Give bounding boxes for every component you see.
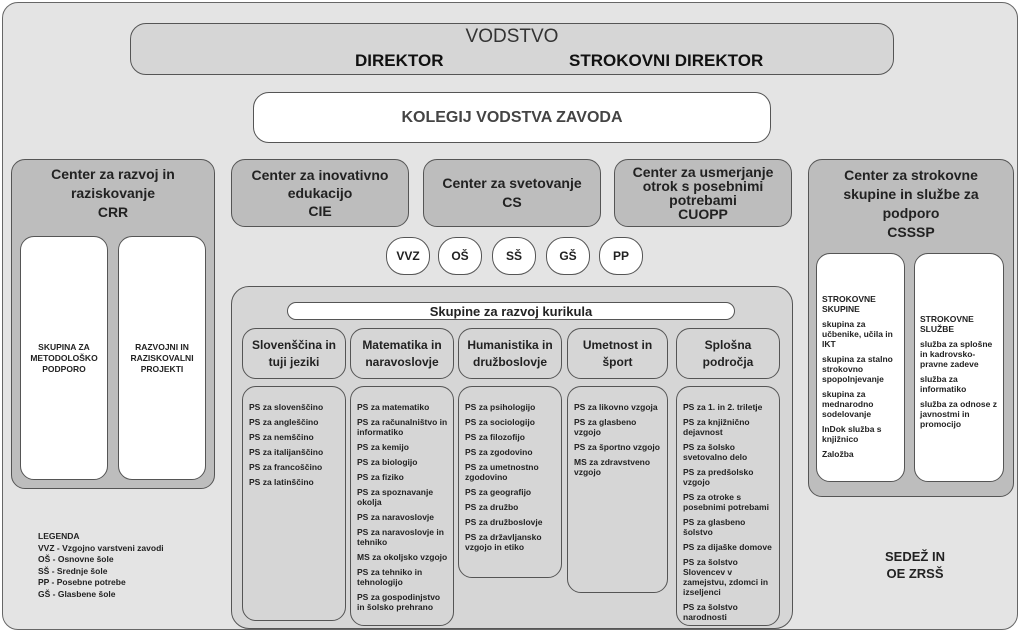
area-item: PS za likovno vzgoja (574, 402, 658, 412)
area-head-line: Umetnost in (582, 337, 653, 352)
cuopp-line: otrok s posebnimi (642, 178, 764, 194)
area-item: PS za sociologijo (465, 417, 535, 427)
area-item: PS za kemijo (357, 442, 409, 452)
area-head-0 (242, 328, 346, 379)
area-item: PS za gospodinjstvo in šolsko prehrano (357, 592, 441, 612)
curriculum-title: Skupine za razvoj kurikula (429, 303, 593, 319)
area-item: MS za zdravstveno vzgojo (574, 457, 651, 477)
csssp-list-item: InDok služba s knjižnico (822, 424, 882, 444)
area-head-line: Humanistika in (467, 337, 553, 352)
area-items (357, 402, 449, 617)
seat-label (860, 548, 970, 582)
cuopp-line: CUOPP (678, 206, 728, 222)
area-item: MS za okoljsko vzgojo (357, 552, 448, 562)
area-head-line: Matematika in (362, 337, 442, 352)
area-item: PS za geografijo (465, 487, 532, 497)
csssp-professional-services (914, 253, 1004, 482)
professional-director-label: STROKOVNI DIREKTOR (569, 51, 764, 70)
area-item: PS za naravoslovje in tehniko (357, 527, 444, 547)
area-item: PS za umetnostno zgodovino (465, 462, 539, 482)
area-item: PS za družbo (465, 502, 519, 512)
legend-line: LEGENDA (38, 531, 80, 541)
area-item: PS za spoznavanje okolja (357, 487, 434, 507)
cuopp-line: Center za usmerjanje (632, 164, 774, 180)
crr-sub2-line: RAZISKOVALNI (130, 352, 194, 363)
cs-line: CS (502, 194, 522, 210)
csssp-groups-list (822, 294, 902, 464)
legend-line: VVZ - Vzgojno varstveni zavodi (38, 542, 164, 553)
seat-line: SEDEŽ IN (885, 549, 945, 564)
area-head-line: tuji jeziki (268, 354, 320, 369)
crr-title-line: Center za razvoj in (51, 166, 175, 182)
crr-sub2-line: PROJEKTI (140, 363, 184, 374)
cs-box (423, 159, 601, 227)
cuopp-box (614, 159, 792, 227)
curriculum-title-box (287, 302, 735, 320)
crr-methodology-group (20, 236, 108, 480)
csssp-title (809, 166, 1013, 242)
csssp-list-item: služba za splošne in kadrovsko-pravne zadeve (920, 339, 993, 369)
csssp-list-item: skupina za mednarodno sodelovanje (822, 389, 874, 419)
legend-line: PP - Posebne potrebe (38, 577, 126, 587)
cuopp-line: potrebami (669, 192, 737, 208)
area-item: PS za zgodovino (465, 447, 533, 457)
area-head-line: družboslovje (472, 354, 547, 369)
pill-1: OŠ (438, 237, 482, 275)
area-item: PS za slovenščino (249, 402, 324, 412)
area-item: PS za glasbeno vzgojo (574, 417, 637, 437)
area-item: PS za biologijo (357, 457, 418, 467)
area-list-0 (242, 386, 346, 621)
area-list-4 (676, 386, 780, 626)
csssp-list-item: služba za odnose z javnostmi in promocijo (920, 399, 997, 429)
area-head-line: področja (702, 354, 754, 369)
area-item: PS za francoščino (249, 462, 323, 472)
area-item: PS za državljansko vzgojo in etiko (465, 532, 542, 552)
legend-line: SŠ - Srednje šole (38, 565, 108, 576)
area-item: PS za dijaške domove (683, 542, 772, 552)
area-item: PS za otroke s posebnimi potrebami (683, 492, 769, 512)
area-item: PS za tehniko in tehnologijo (357, 567, 423, 587)
pill-3: GŠ (546, 237, 590, 275)
area-item: PS za italijanščino (249, 447, 324, 457)
cs-line: Center za svetovanje (442, 175, 582, 191)
crr-title (12, 165, 214, 222)
area-item: PS za filozofijo (465, 432, 525, 442)
area-item: PS za 1. in 2. triletje (683, 402, 763, 412)
csssp-services-list (920, 314, 1002, 434)
area-item: PS za psihologijo (465, 402, 536, 412)
crr-research-projects (118, 236, 206, 480)
csssp-title-line: podporo (882, 205, 940, 221)
director-label: DIREKTOR (355, 51, 444, 70)
area-item: PS za računalništvo in informatiko (357, 417, 448, 437)
csssp-professional-groups (816, 253, 905, 482)
area-item: PS za angleščino (249, 417, 319, 427)
csssp-list-item: skupina za stalno strokovno spopolnjevanje (822, 354, 893, 384)
leadership-box (130, 23, 894, 75)
college-label: KOLEGIJ VODSTVA ZAVODA (401, 108, 623, 126)
csssp-list-item: STROKOVNE SKUPINE (822, 294, 876, 314)
cie-line: Center za inovativno (251, 167, 389, 183)
area-items (465, 402, 557, 557)
csssp-list-item: služba za informatiko (920, 374, 967, 394)
crr-sub1-line: PODPORO (42, 363, 86, 374)
area-item: PS za šolstvo Slovencev v zamejstvu, zdomci in izseljenci (683, 557, 769, 597)
cie-line: edukacijo (287, 185, 353, 201)
area-item: PS za športno vzgojo (574, 442, 660, 452)
college-box (253, 92, 771, 143)
area-items (683, 402, 775, 627)
pill-0: VVZ (386, 237, 430, 275)
area-item: PS za družboslovje (465, 517, 543, 527)
area-head-3 (567, 328, 668, 379)
area-item: PS za šolsko svetovalno delo (683, 442, 748, 462)
crr-title-line: CRR (97, 204, 129, 220)
area-list-2 (458, 386, 562, 578)
area-item: PS za nemščino (249, 432, 314, 442)
csssp-list-item: skupina za učbenike, učila in IKT (822, 319, 893, 349)
area-head-line: Slovenščina in (251, 337, 337, 352)
csssp-list-item: STROKOVNE SLUŽBE (920, 314, 974, 334)
area-item: PS za predšolsko vzgojo (683, 467, 754, 487)
cie-box (231, 159, 409, 227)
crr-sub1-line: METODOLOŠKO (30, 352, 98, 363)
crr-title-line: raziskovanje (70, 185, 156, 201)
csssp-title-line: skupine in službe za (843, 186, 979, 202)
legend-line: OŠ - Osnovne šole (38, 554, 114, 564)
cie-line: CIE (308, 203, 332, 219)
area-item: PS za fiziko (357, 472, 404, 482)
area-head-4 (676, 328, 780, 379)
area-head-line: Splošna (704, 337, 752, 352)
area-item: PS za naravoslovje (357, 512, 435, 522)
area-list-1 (350, 386, 454, 626)
legend-line: GŠ - Glasbene šole (38, 588, 116, 599)
area-items (249, 402, 341, 492)
area-item: PS za latinščino (249, 477, 314, 487)
crr-sub2-line: RAZVOJNI IN (135, 341, 189, 352)
area-head-1 (350, 328, 454, 379)
seat-line: OE ZRSŠ (886, 566, 944, 581)
area-item: PS za knjižnično dejavnost (683, 417, 750, 437)
area-item: PS za glasbeno šolstvo (683, 517, 746, 537)
pill-4: PP (599, 237, 643, 275)
crr-sub1-line: SKUPINA ZA (38, 341, 90, 352)
area-item: PS za matematiko (357, 402, 430, 412)
area-item: PS za šolstvo narodnosti (683, 602, 738, 622)
area-items (574, 402, 663, 482)
csssp-title-line: CSSSP (887, 224, 935, 240)
csssp-title-line: Center za strokovne (844, 167, 978, 183)
area-head-2 (458, 328, 562, 379)
area-list-3 (567, 386, 668, 593)
area-head-line: naravoslovje (365, 354, 439, 369)
area-head-line: šport (602, 354, 633, 369)
legend (38, 531, 164, 600)
leadership-title: VODSTVO (465, 26, 559, 47)
pill-2: SŠ (492, 237, 536, 275)
csssp-list-item: Založba (822, 449, 854, 459)
